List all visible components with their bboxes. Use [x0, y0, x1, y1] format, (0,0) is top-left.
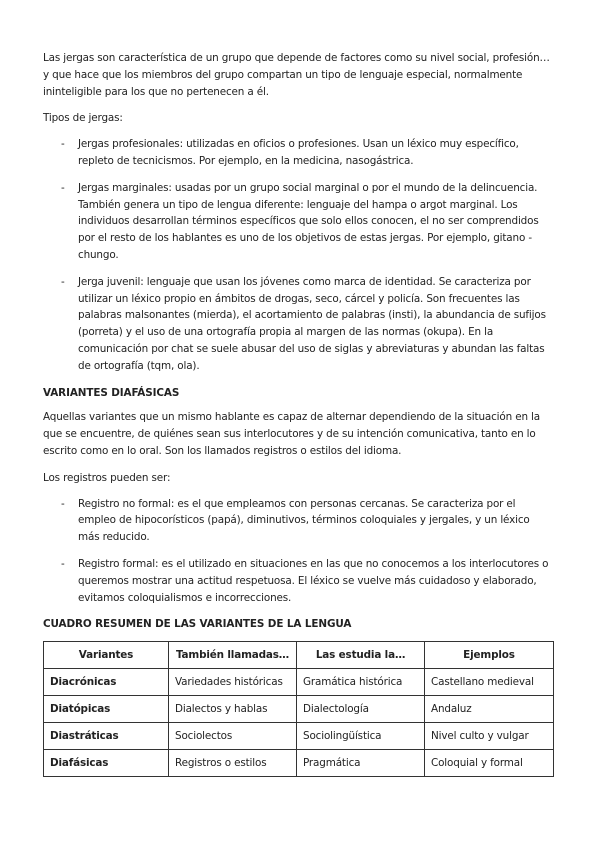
table-cell: Sociolectos	[169, 723, 297, 750]
table-header-cell: También llamadas…	[169, 642, 297, 669]
document-page	[43, 50, 557, 777]
list-item-registro-no-formal: - Registro no formal: es el que empleamos con personas cercanas. Se caracteriza por el empleo de hipocorísticos (papá), diminutivos, términos coloquiales y jergales, y un léxico más reducido.	[61, 497, 530, 544]
table-cell: Registros o estilos	[169, 750, 297, 777]
table-cell: Andaluz	[425, 696, 554, 723]
table-row	[44, 696, 554, 723]
tipos-label: Tipos de jergas:	[43, 112, 123, 125]
table-row	[44, 750, 554, 777]
table-row	[44, 723, 554, 750]
list-item-jerga-juvenil: - Jerga juvenil: lenguaje que usan los jóvenes como marca de identidad. Se caracteriza por utilizar un léxico propio en ámbitos de drogas, seco, cárcel y policía. Son frecuentes las palabras malsonantes (mierda), el acortamiento de palabras (insti), la abundancia de sufijos (porreta) y el uso de una ortografía propia al margen de las normas (okupa). En la comunicación por chat se suele abusar del uso de siglas y abreviaturas y abundan las faltas de ortografía (tqm, ola).	[61, 275, 546, 372]
table-cell: Diastráticas	[44, 723, 169, 750]
table-header-cell: Las estudia la…	[297, 642, 425, 669]
list-item-jergas-profesionales: - Jergas profesionales: utilizadas en oficios o profesiones. Usan un léxico muy específico, repleto de tecnicismos. Por ejemplo, en la medicina, nasogástrica.	[61, 138, 519, 167]
registros-list	[43, 496, 557, 607]
table-cell: Nivel culto y vulgar	[425, 723, 554, 750]
table-header-row	[44, 642, 554, 669]
table-cell: Pragmática	[297, 750, 425, 777]
table-cell: Gramática histórica	[297, 669, 425, 696]
jergas-list	[43, 136, 557, 374]
intro-paragraph: Las jergas son característica de un grupo que depende de factores como su nivel social, profesión… y que hace que los miembros del grupo compartan un tipo de lenguaje especial, normalmente ininteligible para los que no pertenecen a él.	[43, 52, 550, 98]
table-header-cell: Variantes	[44, 642, 169, 669]
table-header-cell: Ejemplos	[425, 642, 554, 669]
list-item-jergas-marginales: - Jergas marginales: usadas por un grupo social marginal o por el mundo de la delincuencia. También genera un tipo de lengua diferente: lenguaje del hampa o argot marginal. Los individuos desarrollan términos específicos que solo ellos conocen, el no ser comprendidos por el resto de los hablantes es uno de los objetivos de estas jergas. Por ejemplo, gitano - chungo.	[61, 181, 539, 261]
table-cell: Variedades históricas	[169, 669, 297, 696]
table-cell: Diacrónicas	[44, 669, 169, 696]
table-cell: Dialectología	[297, 696, 425, 723]
table-cell: Diafásicas	[44, 750, 169, 777]
dash-bullet: -	[61, 557, 65, 570]
table-cell: Castellano medieval	[425, 669, 554, 696]
variantes-diafasicas-heading: VARIANTES DIAFÁSICAS	[43, 386, 180, 399]
table-cell: Dialectos y hablas	[169, 696, 297, 723]
dash-bullet: -	[61, 497, 65, 510]
aquellas-paragraph: Aquellas variantes que un mismo hablante es capaz de alternar dependiendo de la situación en la que se encuentre, de quiénes sean sus interlocutores y de su intención comunicativa, tanto en lo escrito como en lo oral. Son los llamados registros o estilos del idioma.	[43, 411, 541, 457]
dash-bullet: -	[61, 275, 65, 288]
list-item-registro-formal: - Registro formal: es el utilizado en situaciones en las que no conocemos a los interlocutores o queremos mostrar una actitud respetuosa. El léxico se vuelve más cuidadoso y elaborado, evitamos coloquialismos e incorrecciones.	[61, 557, 549, 604]
dash-bullet: -	[61, 181, 65, 194]
variantes-table	[43, 641, 554, 777]
table-cell: Sociolingüística	[297, 723, 425, 750]
dash-bullet: -	[61, 138, 65, 151]
table-cell: Diatópicas	[44, 696, 169, 723]
registros-label: Los registros pueden ser:	[43, 471, 171, 484]
cuadro-resumen-heading: CUADRO RESUMEN DE LAS VARIANTES DE LA LENGUA	[43, 618, 352, 631]
table-row	[44, 669, 554, 696]
table-cell: Coloquial y formal	[425, 750, 554, 777]
